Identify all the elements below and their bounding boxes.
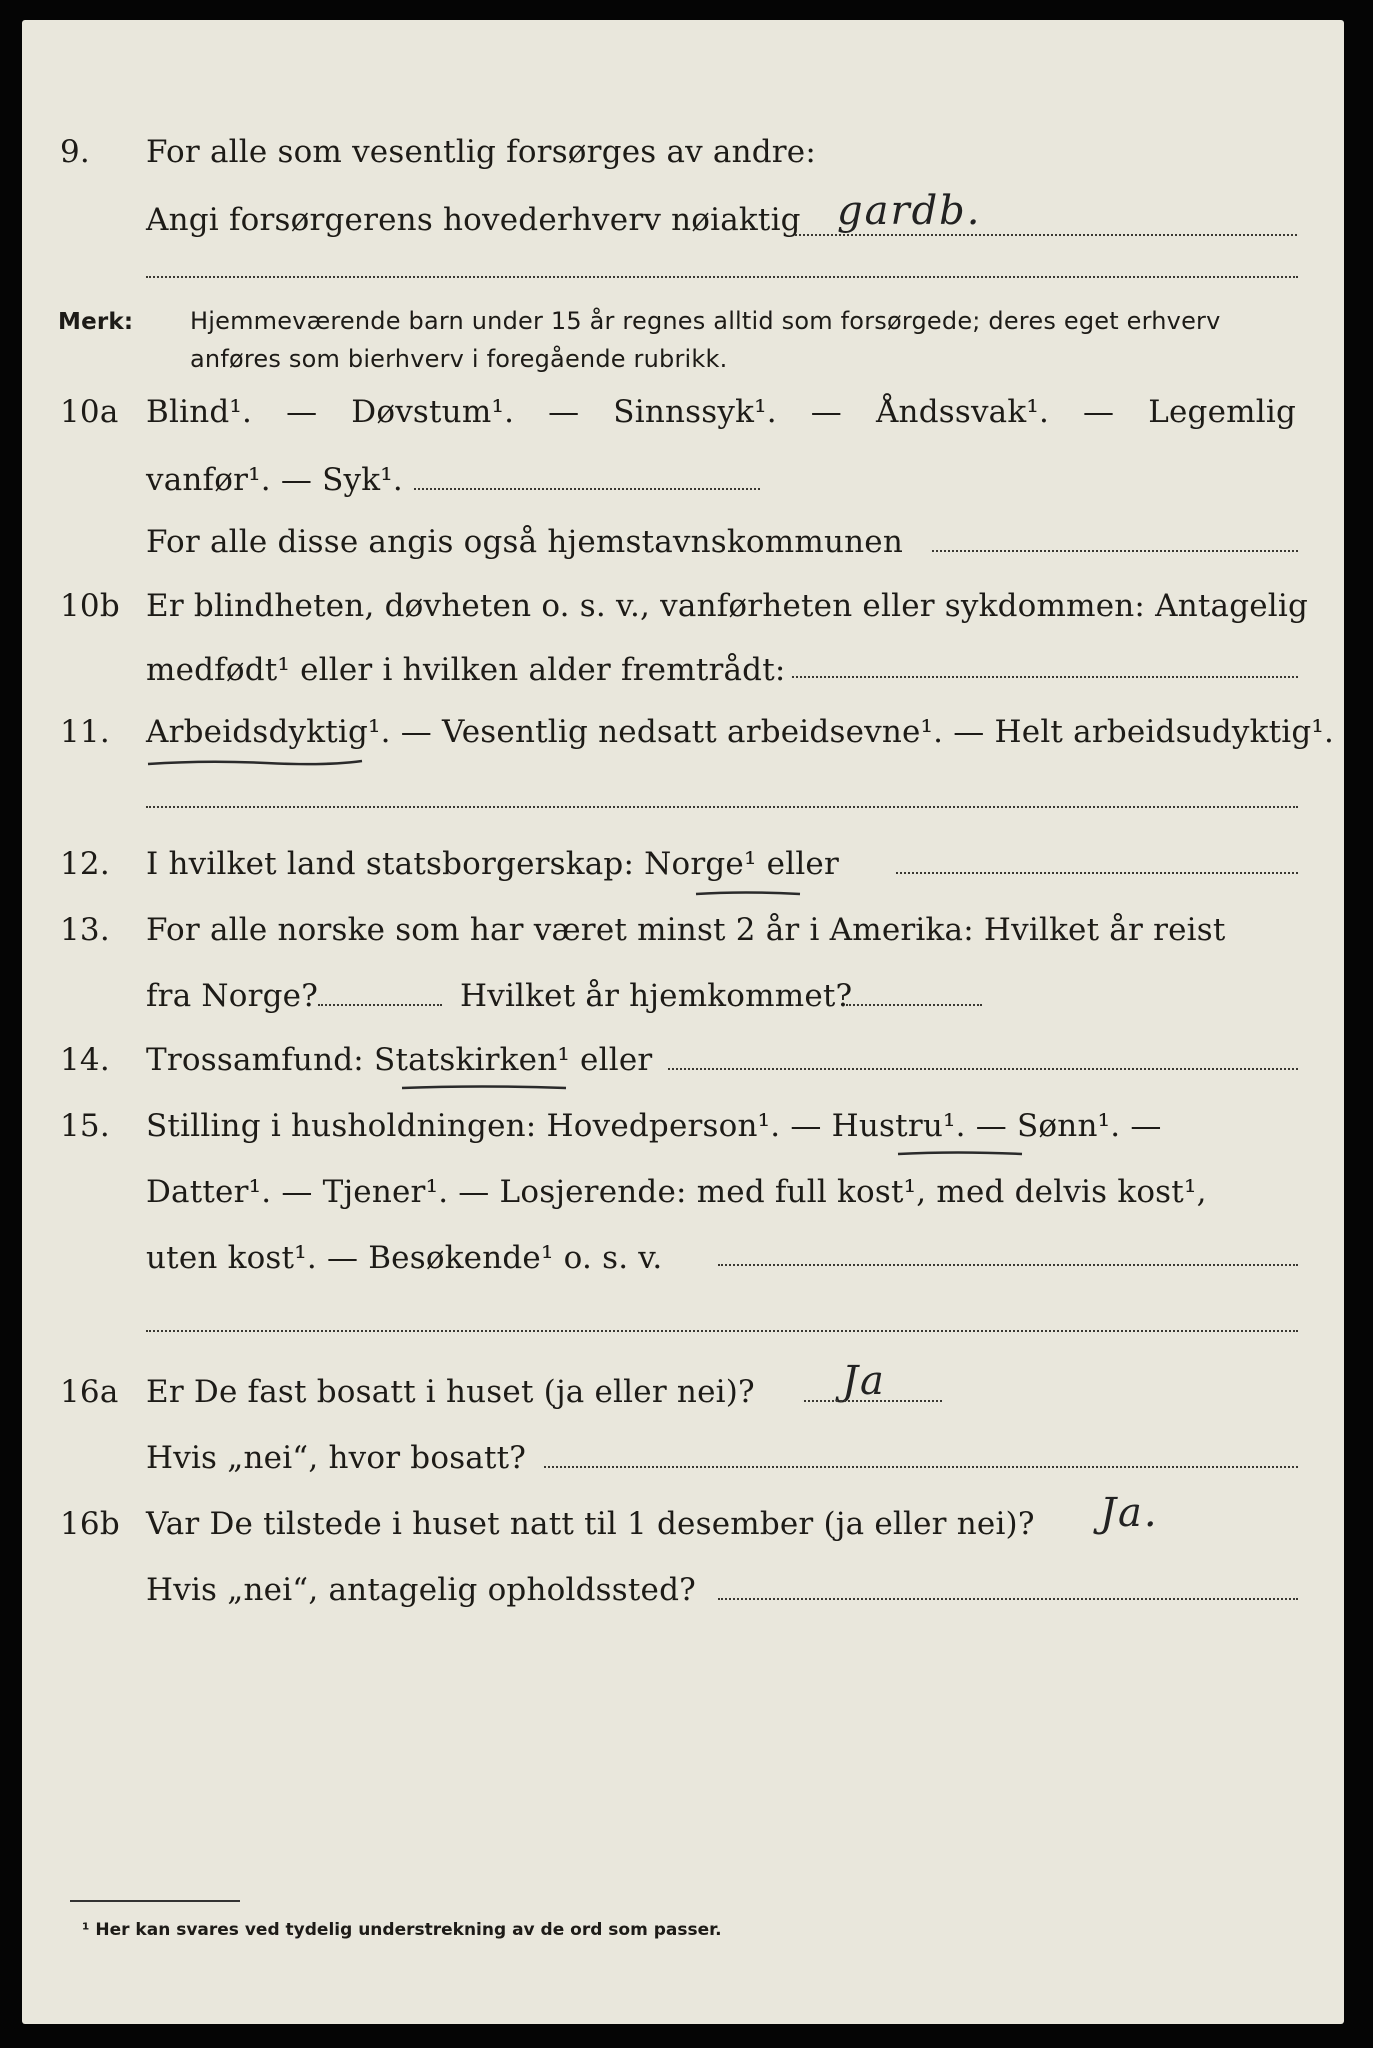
q16a-answer-handwriting: Ja <box>842 1358 886 1404</box>
q10a-dash: — <box>1083 394 1115 430</box>
q10a-dash: — <box>286 394 318 430</box>
q16b-line2: Hvis „nei“, antagelig opholdssted? <box>146 1572 696 1608</box>
q9-blank-line <box>146 276 1298 278</box>
q16a-residence-line <box>544 1466 1298 1468</box>
q9-line2: Angi forsørgerens hovederhverv nøiaktig <box>146 202 801 238</box>
q15-line3: uten kost¹. — Besøkende¹ o. s. v. <box>146 1240 663 1276</box>
q10a-dash: — <box>810 394 842 430</box>
footnote-rule <box>70 1900 240 1902</box>
q16b-whereabouts-line <box>718 1598 1298 1600</box>
q10a-option: Åndssvak¹. <box>875 394 1050 430</box>
q15-blank-line <box>146 1330 1298 1332</box>
q16a-line1: Er De fast bosatt i huset (ja eller nei)? <box>146 1374 755 1410</box>
q12-number: 12. <box>60 846 110 882</box>
q11-number: 11. <box>60 714 110 750</box>
q11-blank-line <box>146 806 1298 808</box>
q9-answer-handwriting: gardb. <box>837 188 982 234</box>
q10a-line3: For alle disse angis også hjemstavnskommunen <box>146 524 903 560</box>
q10a-option: Sinnssyk¹. <box>613 394 777 430</box>
q16b-answer-handwriting: Ja. <box>1100 1490 1159 1536</box>
merk-line2: anføres som bierhverv i foregående rubrikk. <box>190 345 728 373</box>
q11-line1: Arbeidsdyktig¹. — Vesentlig nedsatt arbeidsevne¹. — Helt arbeidsudyktig¹. <box>146 714 1335 750</box>
footnote: ¹ Her kan svares ved tydelig understrekning av de ord som passer. <box>82 1920 722 1940</box>
q15-answer-line <box>718 1264 1298 1266</box>
merk-line1: Hjemmeværende barn under 15 år regnes alltid som forsørgede; deres eget erhverv <box>190 307 1221 335</box>
q11-answer-underline <box>146 756 366 770</box>
q10a-number: 10a <box>60 394 119 430</box>
q10b-answer-line <box>792 676 1298 678</box>
q16a-line2: Hvis „nei“, hvor bosatt? <box>146 1440 527 1476</box>
q10a-option: Legemlig <box>1148 394 1296 430</box>
q10a-line2: vanfør¹. — Syk¹. <box>146 462 403 498</box>
q16b-number: 16b <box>60 1506 120 1542</box>
q12-answer-line <box>896 872 1298 874</box>
q9-number: 9. <box>60 134 90 170</box>
q12-answer-underline <box>694 888 804 900</box>
q16b-line1: Var De tilstede i huset natt til 1 desember (ja eller nei)? <box>146 1506 1035 1542</box>
q10a-option: Blind¹. <box>146 394 253 430</box>
q10a-hometown-line <box>932 550 1298 552</box>
q15-line2: Datter¹. — Tjener¹. — Losjerende: med full kost¹, med delvis kost¹, <box>146 1174 1207 1210</box>
q16a-number: 16a <box>60 1374 119 1410</box>
q13-line2a: fra Norge? <box>146 978 319 1014</box>
q15-number: 15. <box>60 1108 110 1144</box>
q10b-number: 10b <box>60 588 120 624</box>
census-form-page <box>22 20 1344 2024</box>
q13-number: 13. <box>60 912 110 948</box>
q13-return-year-line <box>846 1004 982 1006</box>
q14-answer-underline <box>400 1082 570 1094</box>
q10b-line1: Er blindheten, døvheten o. s. v., vanførheten eller sykdommen: Antagelig <box>146 588 1309 624</box>
q15-answer-underline <box>896 1148 1026 1160</box>
q9-line1: For alle som vesentlig forsørges av andre: <box>146 134 816 170</box>
q13-line2b: Hvilket år hjemkommet? <box>460 978 853 1014</box>
q10a-line1 <box>146 392 1296 432</box>
q13-left-year-line <box>318 1004 442 1006</box>
q14-number: 14. <box>60 1042 110 1078</box>
q14-line1: Trossamfund: Statskirken¹ eller <box>146 1042 653 1078</box>
q15-line1: Stilling i husholdningen: Hovedperson¹. — Hustru¹. — Sønn¹. — <box>146 1108 1162 1144</box>
q9-answer-line <box>795 234 1297 236</box>
q13-line1: For alle norske som har været minst 2 år i Amerika: Hvilket år reist <box>146 912 1226 948</box>
q10b-line2: medfødt¹ eller i hvilken alder fremtrådt: <box>146 652 786 688</box>
q12-line1: I hvilket land statsborgerskap: Norge¹ eller <box>146 846 839 882</box>
q10a-option: Døvstum¹. <box>351 394 515 430</box>
merk-label: Merk: <box>58 309 134 335</box>
q14-answer-line <box>668 1068 1298 1070</box>
q10a-answer-line <box>414 488 760 490</box>
q10a-dash: — <box>548 394 580 430</box>
q16a-answer-line <box>804 1400 942 1402</box>
